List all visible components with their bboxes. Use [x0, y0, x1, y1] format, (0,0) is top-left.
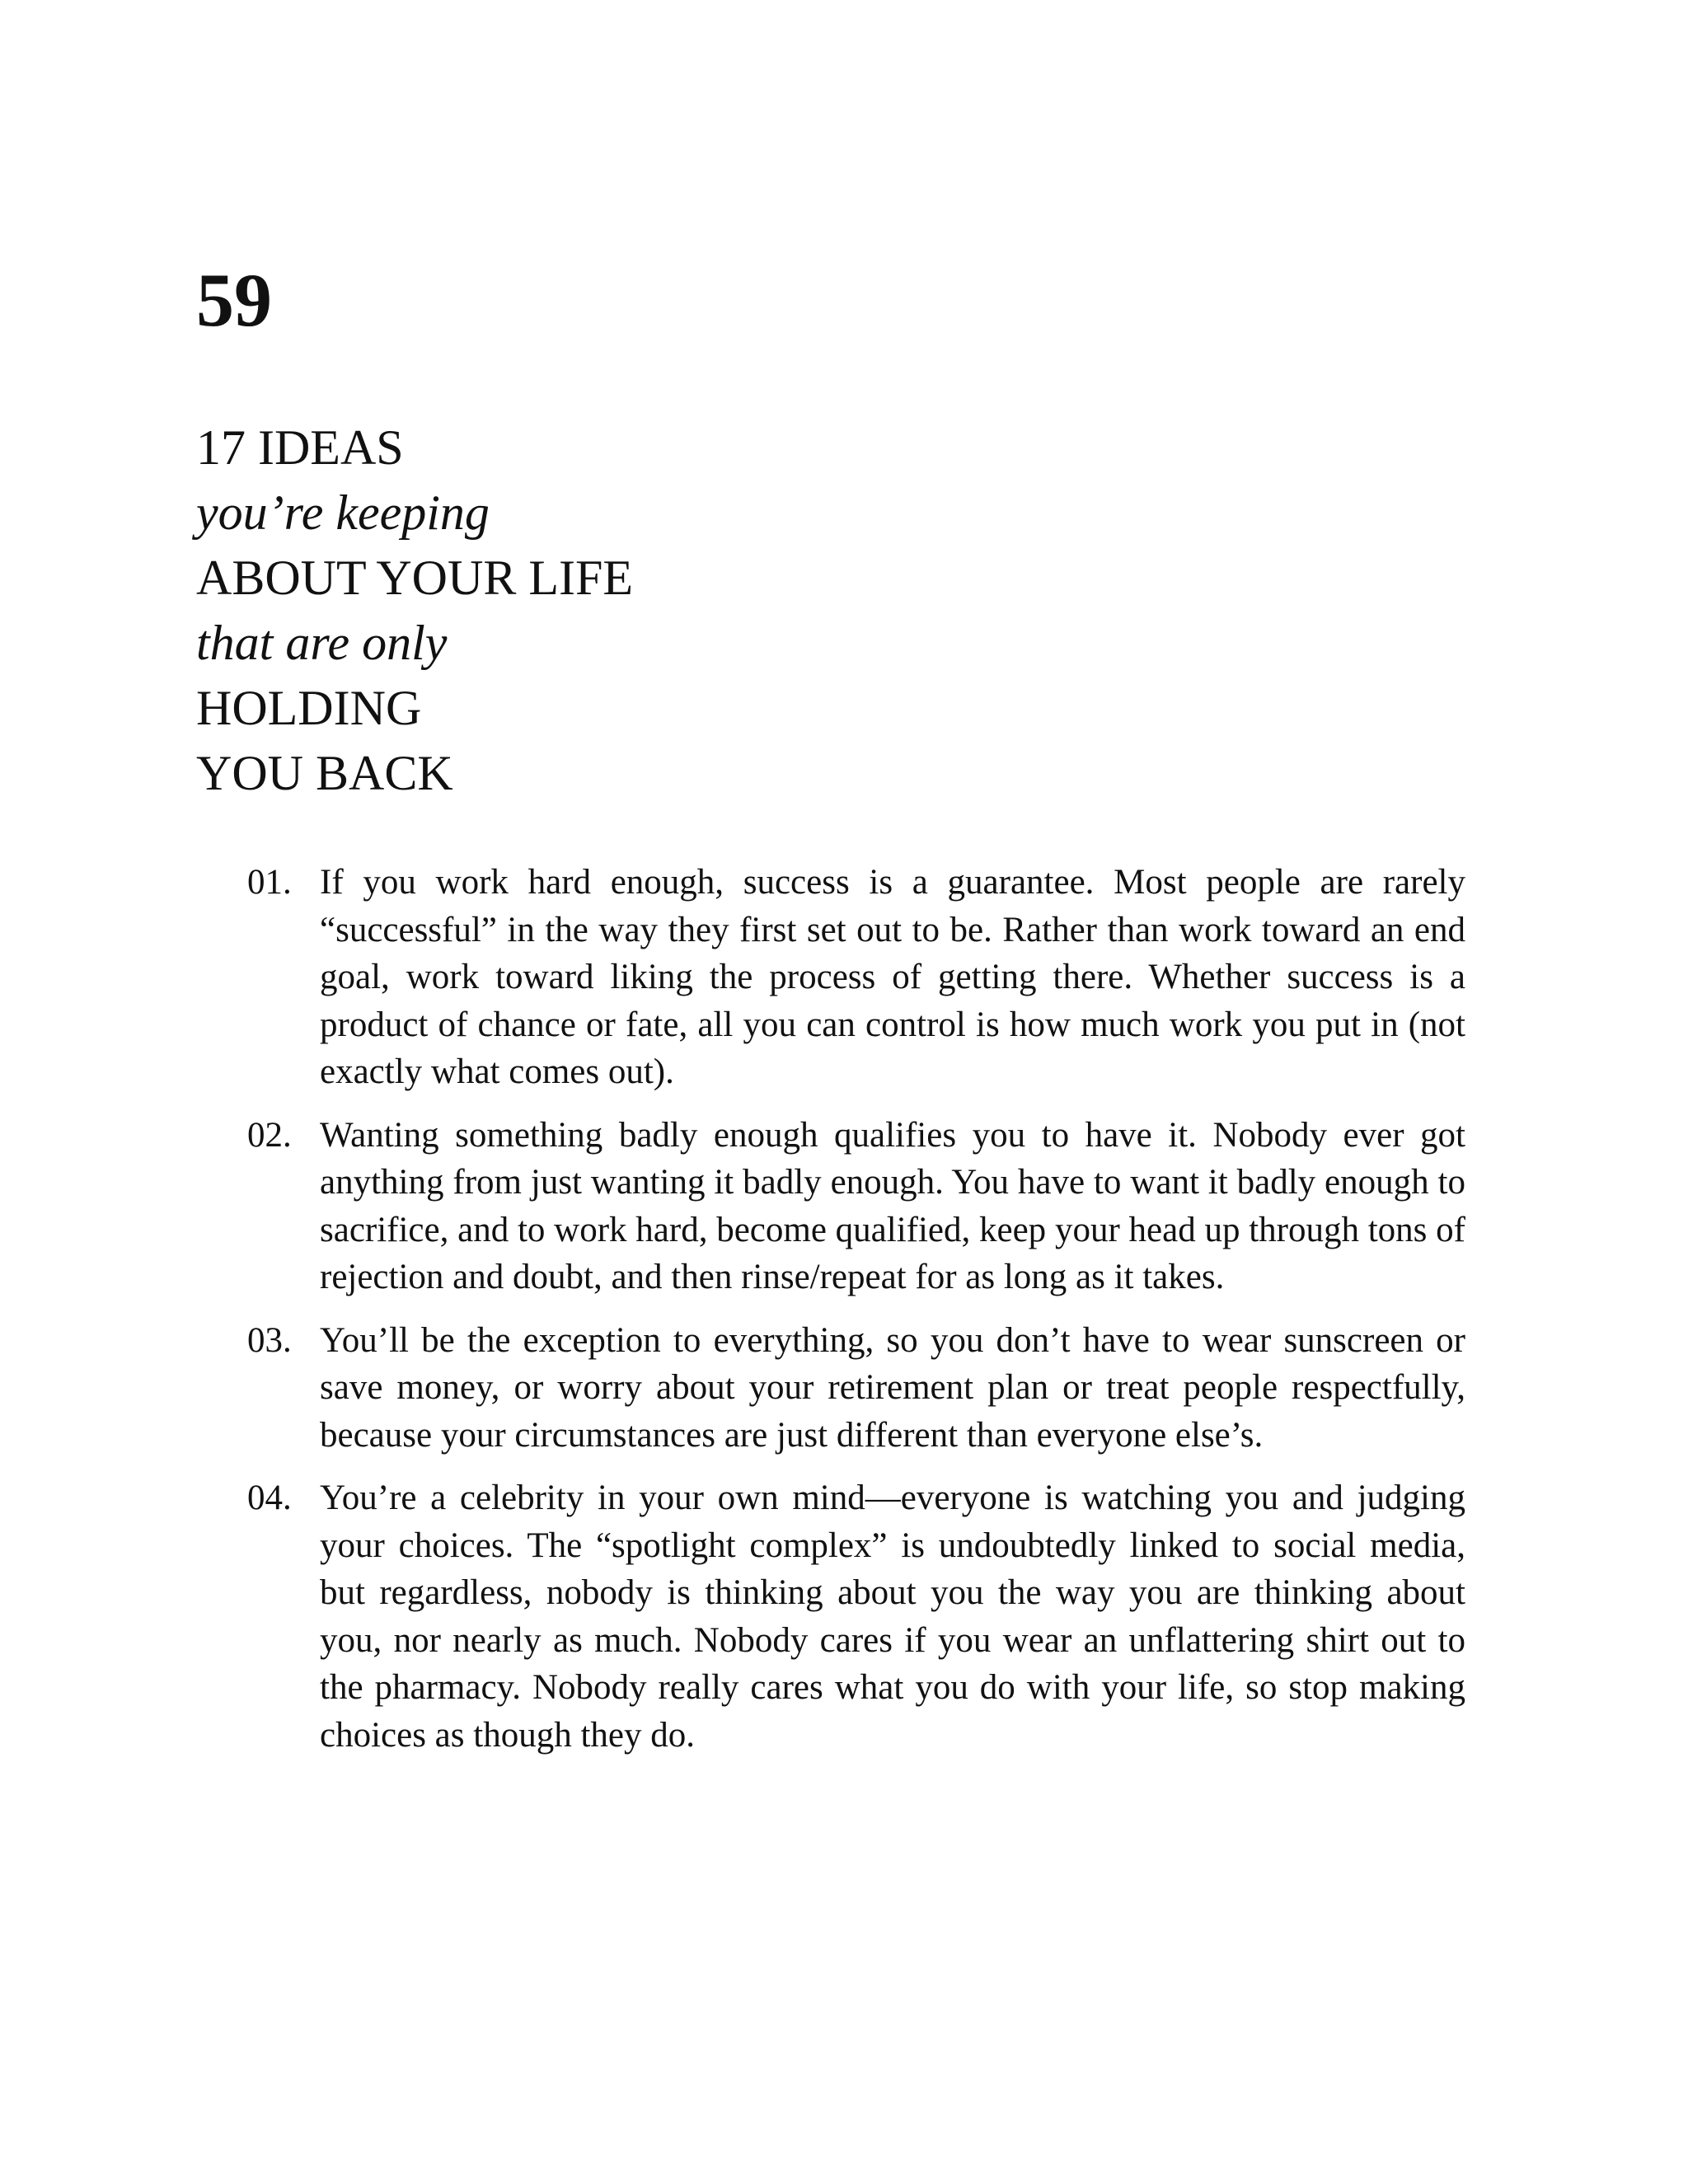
idea-text: If you work hard enough, success is a guarantee. Most people are rarely “successful” in the way they first set out to be. Rather than work toward an end goal, work toward liking the process of getting there. Whether success is a product of chance or fate, all you can control is how much work you put in (not exactly what comes out).	[320, 863, 1465, 1091]
idea-number: 03.	[247, 1320, 292, 1360]
idea-item-02	[247, 1112, 1465, 1301]
ideas-list	[247, 859, 1465, 1774]
title-line-italic: you’re keeping	[196, 485, 490, 540]
title-line: YOU BACK	[196, 746, 453, 800]
idea-item-04	[247, 1474, 1465, 1759]
idea-number: 01.	[247, 863, 292, 902]
title-line-italic: that are only	[196, 616, 448, 670]
idea-text: You’ll be the exception to everything, so you don’t have to wear sunscreen or save money, or worry about your retirement plan or treat people respectfully, because your circumstances are just different than everyone else’s.	[320, 1320, 1465, 1455]
title-line: HOLDING	[196, 681, 422, 735]
idea-number: 02.	[247, 1115, 292, 1155]
idea-text: You’re a celebrity in your own mind—everyone is watching you and judging your choices. The “spotlight complex” is undoubtedly linked to social media, but regardless, nobody is thinking about you the way you are thinking about you, nor nearly as much. Nobody cares if you wear an unflattering shirt out to the pharmacy. Nobody really cares what you do with your life, so stop making choices as though they do.	[320, 1479, 1465, 1755]
chapter-title	[196, 415, 633, 806]
idea-number: 04.	[247, 1479, 292, 1517]
title-line: ABOUT YOUR LIFE	[196, 551, 634, 605]
idea-item-01	[247, 859, 1465, 1096]
title-line: 17 IDEAS	[196, 420, 404, 475]
idea-item-03	[247, 1317, 1465, 1460]
chapter-number: 59	[196, 258, 272, 342]
idea-text: Wanting something badly enough qualifies you to have it. Nobody ever got anything from just wanting it badly enough. You have to want it badly enough to sacrifice, and to work hard, become qualified, keep your head up through tons of rejection and doubt, and then rinse/repeat for as long as it takes.	[320, 1115, 1465, 1296]
